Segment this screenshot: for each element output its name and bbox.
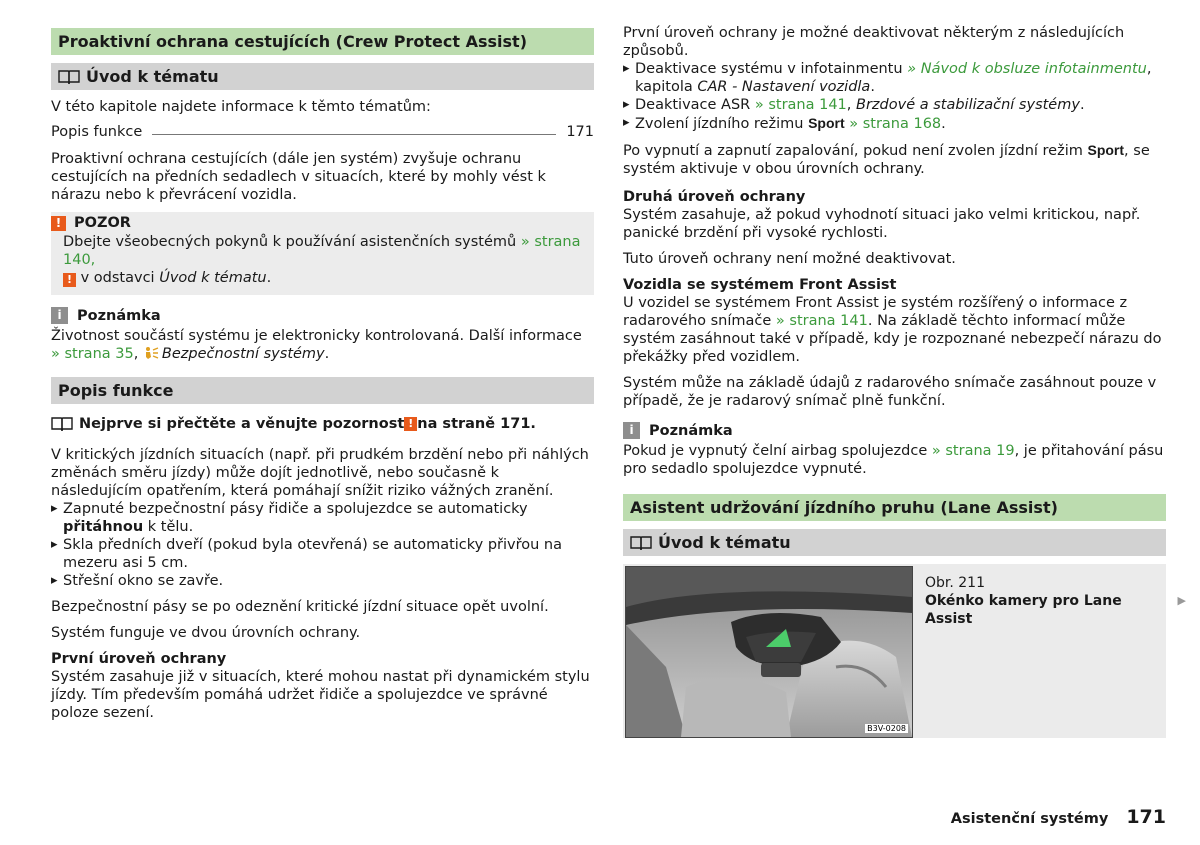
warning-link[interactable]: » strana 140, (63, 234, 581, 268)
description-text: Proaktivní ochrana cestujících (dále jen systém) zvyšuje ochranu cestujících na předních sedadlech v situacích, které by mohly vést k nárazu nebo k převrácení vozidla. (51, 151, 546, 203)
warning-ref: Úvod k tématu (159, 270, 267, 286)
toc-leader-line (152, 134, 556, 135)
ignition-sport: Sport (1087, 142, 1125, 158)
note-text (51, 327, 594, 363)
note-header (623, 422, 1166, 439)
camera-window-figure (625, 566, 913, 738)
note-link[interactable]: » strana 19 (931, 443, 1015, 459)
subsection-intro (623, 529, 1166, 556)
section-title-crew-protect: Proaktivní ochrana cestujících (Crew Protect Assist) (51, 28, 594, 55)
critical-text: V kritických jízdních situacích (např. při prudkém brzdění nebo při náhlých změnách směru jízdy) může dojít jednotlivě, nebo současně k následujícím opatřením, která pomáhají snížit riziko vážných zranění. (51, 447, 589, 499)
note-link[interactable]: » strana 35 (51, 346, 134, 362)
figure-caption: Okénko kamery pro Lane Assist (925, 593, 1122, 627)
left-column (51, 28, 594, 730)
deact2-text-c: . (1079, 97, 1085, 113)
deact3-text-c: . (941, 116, 946, 132)
warning-header (51, 212, 594, 233)
pre-read-notice (51, 416, 594, 432)
toc-page: 171 (566, 124, 594, 140)
bullet1-text-b: k tělu. (143, 519, 194, 535)
measures-list (51, 500, 594, 590)
toc-entry[interactable] (51, 124, 594, 140)
note-text-b: , (133, 346, 143, 362)
note-title: Poznámka (649, 422, 733, 439)
warning-inline-icon: ! (63, 273, 76, 287)
ignition-text (623, 141, 1166, 178)
deact2-ref: Brzdové a stabilizační systémy (856, 97, 1080, 113)
deact2-link[interactable]: » strana 141 (754, 97, 847, 113)
note2-text-a: Pokud je vypnutý čelní airbag spolujezdce (623, 443, 932, 459)
note-text-c: . (324, 346, 330, 362)
warning-icon: ! (51, 216, 66, 231)
list-item (623, 114, 1166, 133)
figure-number: Obr. 211 (925, 575, 985, 591)
front-assist-link[interactable]: » strana 141 (775, 313, 868, 329)
note-text (623, 442, 1166, 478)
figure-block (623, 564, 1186, 738)
deactivation-text: První úroveň ochrany je možné deaktivovat některým z následujících způsobů. (623, 25, 1125, 59)
front-assist-text-b: . Na základě těchto informací může systém zasáhnout také v případě, kdy je rozpoznané nebezpečí nárazu do překážky před vozidlem. (623, 313, 1162, 365)
level2-title: Druhá úroveň ochrany (623, 189, 806, 205)
deactivation-list (623, 60, 1166, 133)
ignition-text-a: Po vypnutí a zapnutí zapalování, pokud není zvolen jízdní režim (623, 143, 1088, 159)
deact1-text-b: , kapitola (635, 61, 1152, 95)
level2-nodeact-text: Tuto úroveň ochrany není možné deaktivovat. (623, 251, 956, 267)
warning-text-c: . (266, 270, 272, 286)
note-title: Poznámka (77, 307, 161, 324)
bullet1-bold: přitáhnou (63, 519, 144, 535)
level1-title: První úroveň ochrany (51, 651, 227, 667)
deact1-link[interactable]: » Návod k obsluze infotainmentu (907, 61, 1147, 77)
book-icon (630, 535, 652, 551)
footer-page-number: 171 (1126, 806, 1166, 828)
list-item: ▸ Skla předních dveří (pokud byla otevřená) se automaticky přivřou na mezeru asi 5 cm. (51, 536, 594, 572)
radar-text: Systém může na základě údajů z radarového snímače zasáhnout pouze v případě, že je radarový snímač plně funkční. (623, 375, 1157, 409)
deact3-sport: Sport (808, 115, 845, 131)
footer-chapter-title: Asistenční systémy (950, 811, 1109, 827)
front-assist-text (623, 294, 1166, 366)
info-icon: i (51, 307, 68, 324)
book-icon (51, 416, 73, 432)
bullet1-text-a: Zapnuté bezpečnostní pásy řidiče a spolujezdce se automaticky (63, 501, 528, 517)
continue-arrow-icon: ▶ (1177, 594, 1186, 607)
deact1-text-c: . (870, 79, 875, 95)
pre-read-text-a: Nejprve si přečtěte a věnujte pozornost (79, 416, 405, 432)
deact2-text-b: , (846, 97, 857, 113)
note2-text-b: , je přitahování pásu pro sedadlo spolujezdce vypnuté. (623, 443, 1164, 477)
info-icon: i (623, 422, 640, 439)
warning-text (51, 233, 594, 287)
list-item (623, 60, 1166, 96)
toc-label: Popis funkce (51, 124, 143, 140)
belts-text: Bezpečnostní pásy se po odeznění kritické jízdní situace opět uvolní. (51, 599, 549, 615)
note-text-a: Životnost součástí systému je elektronicky kontrolovaná. Další informace (51, 328, 582, 344)
right-column (623, 24, 1186, 738)
section-title-lane-assist: Asistent udržování jízdního pruhu (Lane Assist) (623, 494, 1166, 521)
figure-code: B3V-0208 (867, 724, 906, 733)
warning-text-b: v odstavci (76, 270, 160, 286)
deact3-link[interactable]: » strana 168 (844, 116, 942, 132)
deact1-text-a: Deaktivace systému v infotainmentu (635, 61, 908, 77)
list-item (51, 500, 594, 536)
front-assist-title: Vozidla se systémem Front Assist (623, 277, 897, 293)
list-item: ▸ Střešní okno se zavře. (51, 572, 594, 590)
level2-text: Systém zasahuje, až pokud vyhodnotí situaci jako velmi kritickou, např. panické brzdění při vysoké rychlosti. (623, 207, 1141, 241)
warning-box (51, 212, 594, 295)
deact1-ref: CAR - Nastavení vozidla (697, 79, 871, 95)
subsection-intro-label: Úvod k tématu (658, 533, 791, 552)
page-footer (951, 806, 1166, 828)
deact2-text-a: Deaktivace ASR (635, 97, 755, 113)
airbag-icon (143, 346, 159, 360)
section-title-function: Popis funkce (51, 377, 594, 404)
figure-caption-block (915, 564, 1186, 738)
book-icon (58, 69, 80, 85)
level1-text: Systém zasahuje již v situacích, které mohou nastat při dynamickém stylu jízdy. Tím především pomáhá udržet řidiče a spolujezdce ve správné poloze sezení. (51, 669, 590, 721)
note-header (51, 307, 594, 324)
levels-text: Systém funguje ve dvou úrovních ochrany. (51, 625, 361, 641)
note-ref: Bezpečnostní systémy (161, 346, 325, 362)
ignition-text-b: , se systém aktivuje v obou úrovních ochrany. (623, 143, 1150, 177)
subsection-intro (51, 63, 594, 90)
pre-read-text-b: na straně 171. (417, 416, 536, 432)
front-assist-text-a: U vozidel se systémem Front Assist je systém rozšířený o informace z radarového snímače (623, 295, 1128, 329)
list-item (623, 96, 1166, 114)
deact3-text-a: Zvolení jízdního režimu (635, 116, 809, 132)
intro-text: V této kapitole najdete informace k těmto tématům: (51, 99, 431, 115)
warning-text-a: Dbejte všeobecných pokynů k používání asistenčních systémů (63, 234, 521, 250)
subsection-intro-label: Úvod k tématu (86, 67, 219, 86)
warning-title: POZOR (74, 215, 131, 231)
windshield-camera-illustration (626, 567, 912, 737)
warning-inline-icon: ! (404, 417, 417, 431)
